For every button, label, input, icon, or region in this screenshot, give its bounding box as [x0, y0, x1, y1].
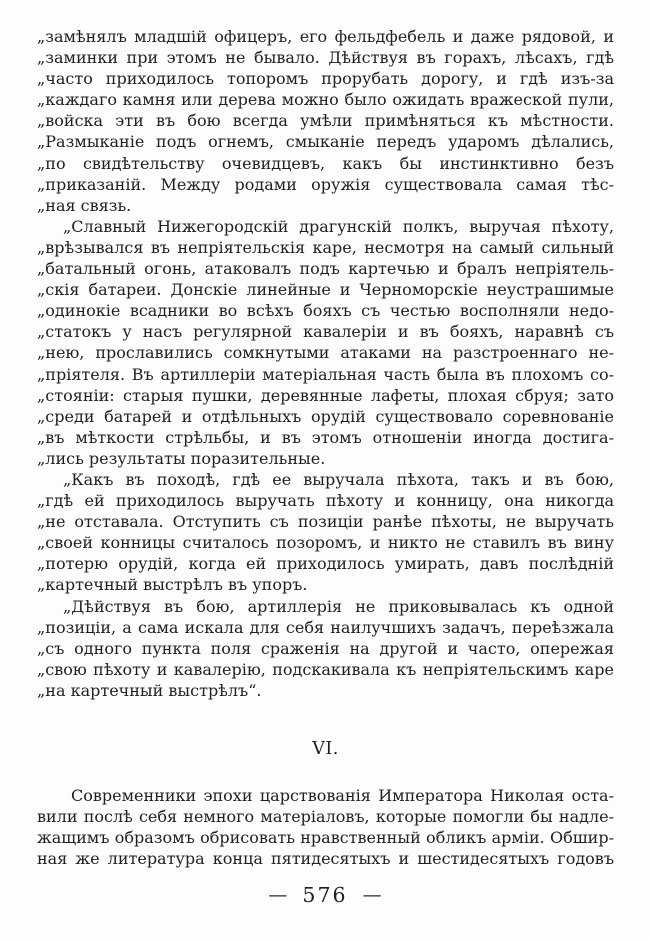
text-line: „не отставала. Отступить съ позиціи ранѣе пѣхоты, не выручать — [37, 512, 614, 532]
text-line: „войска эти въ бою всегда умѣли примѣняться къ мѣстности. — [37, 111, 614, 131]
text-line: „потерю орудій, когда ей приходилось умирать, давъ послѣдній — [37, 554, 614, 574]
text-line: „свою пѣхоту и кавалерію, подскакивала къ непріятельскимъ каре — [37, 659, 614, 679]
quoted-paragraphs — [37, 26, 614, 701]
text-line: „Размыканіе подъ огнемъ, смыканіе передъ ударомъ дѣлались, — [37, 132, 614, 152]
text-line: вили послѣ себя немного матеріаловъ, которые помогли бы надле- — [37, 807, 614, 827]
text-line: „позиціи, а сама искала для себя наилучшихъ задачъ, переѣзжала — [37, 617, 614, 637]
text-line: „среди батарей и отдѣльныхъ орудій существовало соревнованіе — [37, 406, 614, 426]
text-line: „нею, прославились сомкнутыми атаками на разстроеннаго не- — [37, 343, 614, 363]
text-line: ная же литература конца пятидесятыхъ и шестидесятыхъ годовъ — [37, 849, 614, 869]
text-line: жащимъ образомъ обрисовать нравственный обликъ арміи. Обшир- — [37, 828, 614, 848]
text-line: „Дѣйствуя въ бою, артиллерія не приковывалась къ одной — [63, 596, 614, 616]
text-line: „Какъ въ походѣ, гдѣ ее выручала пѣхота, такъ и въ бою, — [63, 469, 614, 489]
footer-dash-right: — — [362, 884, 382, 906]
text-line: „врѣзывался въ непріятельскія каре, несмотря на самый сильный — [37, 237, 614, 257]
text-line: „по свидѣтельству очевидцевъ, какъ бы инстинктивно безъ — [37, 153, 614, 173]
paragraph — [37, 469, 614, 596]
text-line: „картечный выстрѣлъ въ упоръ. — [37, 575, 308, 595]
paragraph — [37, 596, 614, 701]
paragraph — [37, 785, 614, 869]
text-block — [37, 26, 614, 869]
text-line: „своей конницы считалось позоромъ, и никто не ставилъ въ вину — [37, 533, 614, 553]
footer-dash-left: — — [268, 884, 288, 906]
text-line: „батальный огонь, атаковалъ подъ картечью и бралъ непріятель- — [37, 259, 614, 279]
text-line: „заминки при этомъ не бывало. Дѣйствуя въ горахъ, лѣсахъ, гдѣ — [37, 48, 614, 68]
text-line: „въ мѣткости стрѣльбы, и въ этомъ отношеніи иногда достига- — [37, 427, 614, 447]
page-footer — [0, 882, 650, 908]
text-line: „часто приходилось топоромъ прорубать дорогу, и гдѣ изъ-за — [37, 69, 614, 89]
text-line: Современники эпохи царствованія Императора Николая оста- — [71, 786, 614, 805]
text-line: „каждаго камня или дерева можно было ожидать вражеской пули, — [37, 90, 614, 110]
text-line: „стояніи: старыя пушки, деревянные лафеты, плохая сбруя; зато — [37, 385, 614, 405]
text-line: „съ одного пункта поля сраженія на другой и часто, опережая — [37, 638, 614, 658]
text-line: „гдѣ ей приходилось выручать пѣхоту и конницу, она никогда — [37, 491, 614, 511]
text-line: „лись результаты поразительные. — [37, 448, 326, 468]
final-paragraph — [37, 785, 614, 869]
text-line: „замѣнялъ младшій офицеръ, его фельдфебель и даже рядовой, и — [37, 27, 614, 46]
text-line: „Славный Нижегородскій драгунскій полкъ, выручая пѣхоту, — [63, 216, 614, 236]
text-line: „скія батареи. Донскіе линейные и Черноморскіе неустрашимые — [37, 280, 614, 300]
paragraph — [37, 26, 614, 216]
paragraph — [37, 216, 614, 469]
text-line: „приказаній. Между родами оружія существовала самая тѣс- — [37, 174, 614, 194]
text-line: „пріятеля. Въ артиллеріи матеріальная часть была въ плохомъ со- — [37, 364, 614, 384]
section-heading: VI. — [312, 739, 339, 759]
text-line: „ная связь. — [37, 195, 132, 215]
text-line: „на картечный выстрѣлъ“. — [37, 680, 262, 700]
page-number: 576 — [302, 883, 348, 907]
text-line: „статокъ у насъ регулярной кавалеріи и въ бояхъ, наравнѣ съ — [37, 322, 614, 342]
text-line: „одинокіе всадники во всѣхъ бояхъ съ честью восполняли недо- — [37, 301, 614, 321]
